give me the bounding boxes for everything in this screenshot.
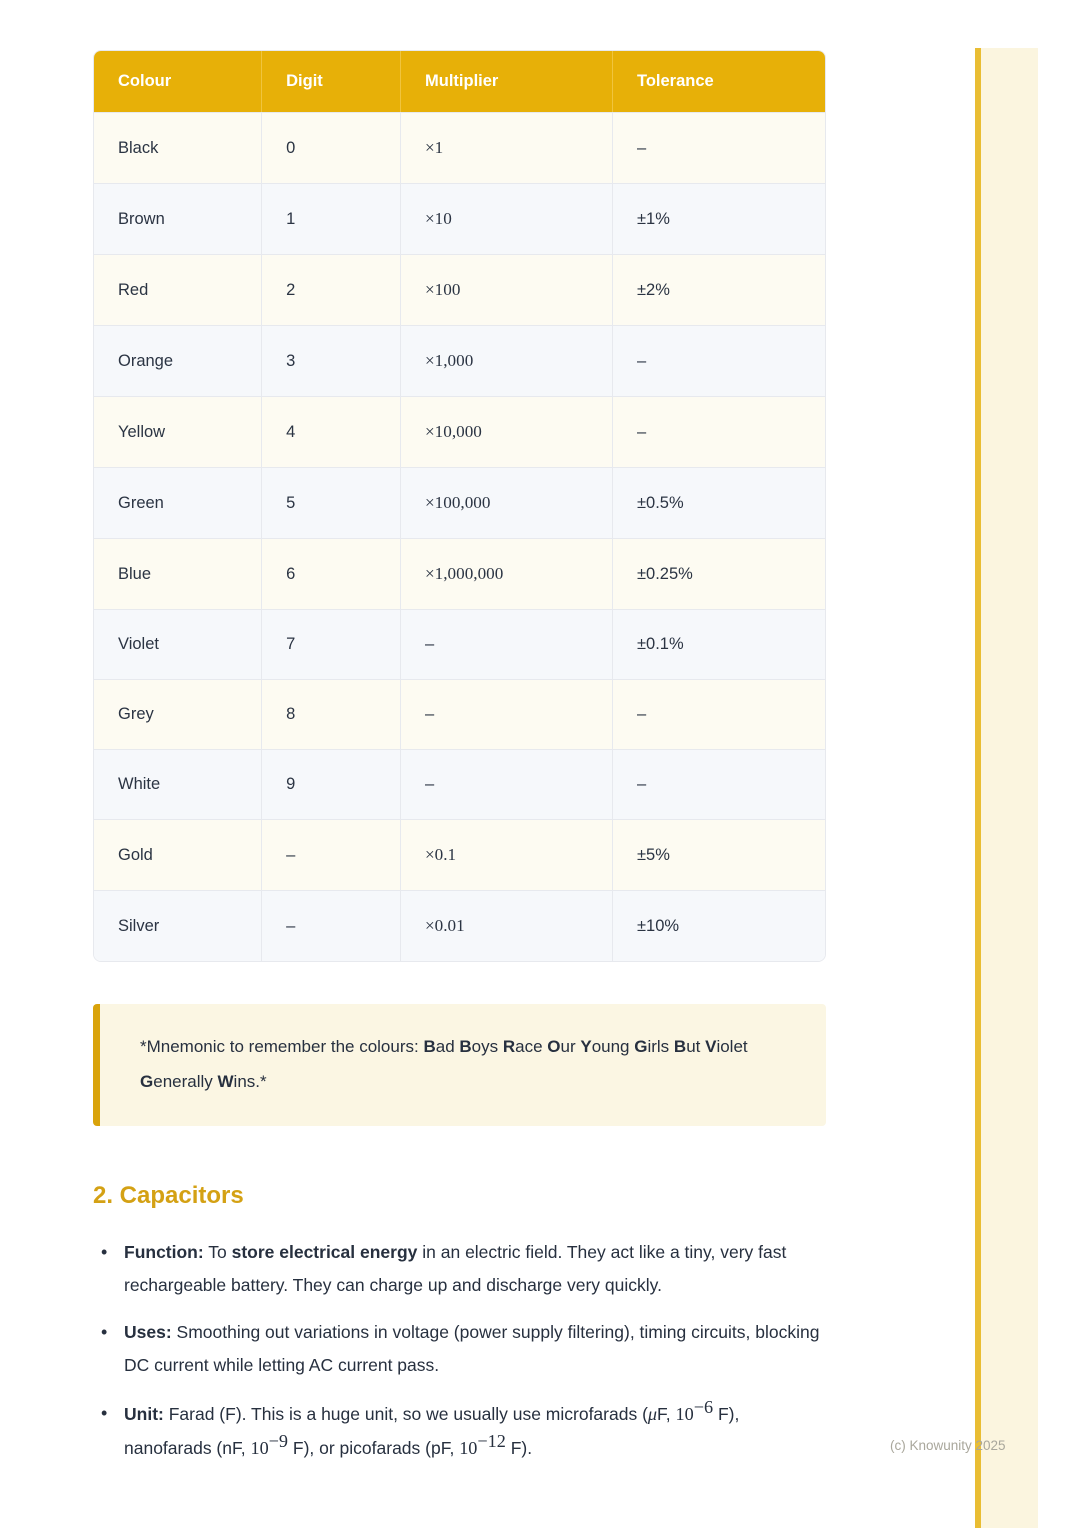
table-cell: Violet [94, 609, 262, 679]
table-cell: – [401, 749, 613, 819]
table-cell: 6 [262, 538, 401, 609]
text-segment: in an electric field. They act like a tiny, very fast rechargeable battery. They can charge up and discharge very quickly. [124, 1241, 787, 1295]
table-row [94, 749, 825, 819]
text-segment: ace [515, 1037, 548, 1056]
table-cell: ±0.5% [613, 467, 825, 538]
table-cell: 1 [262, 183, 401, 254]
table-cell: 5 [262, 467, 401, 538]
table-row [94, 890, 825, 961]
table-cell: 3 [262, 325, 401, 396]
resistor-colour-code-table [93, 50, 826, 962]
mnemonic-text [140, 1037, 748, 1091]
table-row [94, 538, 825, 609]
table-cell: ×1,000 [401, 325, 613, 396]
table-cell: ±5% [613, 819, 825, 890]
table-header-row [94, 51, 825, 112]
table-cell: 9 [262, 749, 401, 819]
table-row [94, 679, 825, 749]
table-cell: 2 [262, 254, 401, 325]
copyright-watermark: (c) Knowunity 2025 [890, 1438, 1006, 1453]
table-cell: – [262, 819, 401, 890]
bullet-function [93, 1236, 826, 1302]
table-cell: Yellow [94, 396, 262, 467]
text-segment: ut [686, 1037, 706, 1056]
table-cell: ×0.01 [401, 890, 613, 961]
table-cell: ±0.1% [613, 609, 825, 679]
column-header-colour: Colour [94, 51, 262, 112]
column-header-digit: Digit [262, 51, 401, 112]
text-segment: Unit: [124, 1404, 164, 1425]
bullet-uses [93, 1316, 826, 1382]
table-cell: – [613, 396, 825, 467]
table-cell: White [94, 749, 262, 819]
document-content [93, 50, 826, 1481]
table-cell: Blue [94, 538, 262, 609]
table-cell: Red [94, 254, 262, 325]
table-cell: ×100,000 [401, 467, 613, 538]
text-segment: F, [657, 1404, 676, 1425]
mnemonic-callout [93, 1004, 826, 1126]
table-cell: – [262, 890, 401, 961]
text-segment: W [217, 1071, 234, 1091]
table-row [94, 183, 825, 254]
text-segment: 10 [250, 1438, 269, 1459]
text-segment: enerally [153, 1071, 218, 1091]
text-segment: G [140, 1071, 154, 1091]
section-heading-capacitors: 2. Capacitors [93, 1181, 244, 1209]
table-row [94, 254, 825, 325]
text-segment: oung [591, 1037, 635, 1056]
text-segment: oys [471, 1037, 503, 1056]
text-segment: B [459, 1037, 472, 1056]
table-cell: Green [94, 467, 262, 538]
text-segment: μ [647, 1404, 658, 1425]
table-cell: ±2% [613, 254, 825, 325]
table-cell: ×100 [401, 254, 613, 325]
text-segment: Farad (F). This is a huge unit, so we usually use microfarads ( [163, 1404, 648, 1425]
table-row [94, 112, 825, 183]
table-cell: 8 [262, 679, 401, 749]
table-cell: – [613, 679, 825, 749]
table-cell: ±10% [613, 890, 825, 961]
text-segment: irls [647, 1037, 674, 1056]
text-segment: −9 [268, 1431, 289, 1452]
table-cell: Silver [94, 890, 262, 961]
capacitors-bullet-list [93, 1236, 826, 1466]
bullet-unit [93, 1397, 826, 1465]
text-segment: O [547, 1037, 561, 1056]
text-segment: −12 [477, 1431, 506, 1452]
table-cell: – [401, 679, 613, 749]
table-cell: ×10,000 [401, 396, 613, 467]
table-row [94, 609, 825, 679]
table-cell: ±0.25% [613, 538, 825, 609]
table-cell: ±1% [613, 183, 825, 254]
text-segment: store electrical energy [231, 1241, 418, 1262]
column-header-tolerance: Tolerance [613, 51, 825, 112]
text-segment: R [502, 1037, 516, 1056]
table-cell: ×10 [401, 183, 613, 254]
text-segment: Y [580, 1037, 592, 1056]
table-row [94, 467, 825, 538]
table-cell: 4 [262, 396, 401, 467]
text-segment: ur [560, 1037, 581, 1056]
table-cell: ×1 [401, 112, 613, 183]
text-segment: Smoothing out variations in voltage (power supply filtering), timing circuits, blocking DC current while letting AC current pass. [124, 1322, 820, 1376]
text-segment: *Mnemonic to remember the colours: [140, 1037, 424, 1056]
table-cell: 0 [262, 112, 401, 183]
text-segment: B [423, 1037, 436, 1056]
table-cell: ×0.1 [401, 819, 613, 890]
text-segment: ad [435, 1037, 460, 1056]
table-cell: – [613, 112, 825, 183]
table-cell: Grey [94, 679, 262, 749]
text-segment: ins.* [233, 1071, 267, 1091]
text-segment: F), nanofarads (nF, [124, 1404, 740, 1459]
text-segment: −6 [693, 1397, 714, 1418]
colour-code-table-body [94, 112, 825, 961]
table-cell: – [401, 609, 613, 679]
table-cell: Orange [94, 325, 262, 396]
text-segment: Function: [124, 1241, 204, 1262]
table-row [94, 325, 825, 396]
text-segment: F), or picofarads (pF, [288, 1438, 460, 1459]
table-cell: – [613, 325, 825, 396]
table-cell: Brown [94, 183, 262, 254]
table-cell: ×1,000,000 [401, 538, 613, 609]
table-cell: – [613, 749, 825, 819]
text-segment: B [673, 1037, 687, 1056]
table-row [94, 819, 825, 890]
text-segment: Uses: [124, 1322, 172, 1343]
table-cell: Gold [94, 819, 262, 890]
right-edge-strip [981, 48, 1038, 1528]
table-cell: Black [94, 112, 262, 183]
text-segment: V [705, 1037, 717, 1056]
text-segment: 10 [459, 1438, 478, 1459]
text-segment: 10 [675, 1404, 694, 1425]
text-segment: G [634, 1037, 648, 1056]
text-segment: F). [505, 1438, 533, 1459]
table-cell: 7 [262, 609, 401, 679]
text-segment: iolet [716, 1037, 748, 1056]
table-row [94, 396, 825, 467]
text-segment: To [203, 1241, 232, 1262]
column-header-multiplier: Multiplier [401, 51, 613, 112]
